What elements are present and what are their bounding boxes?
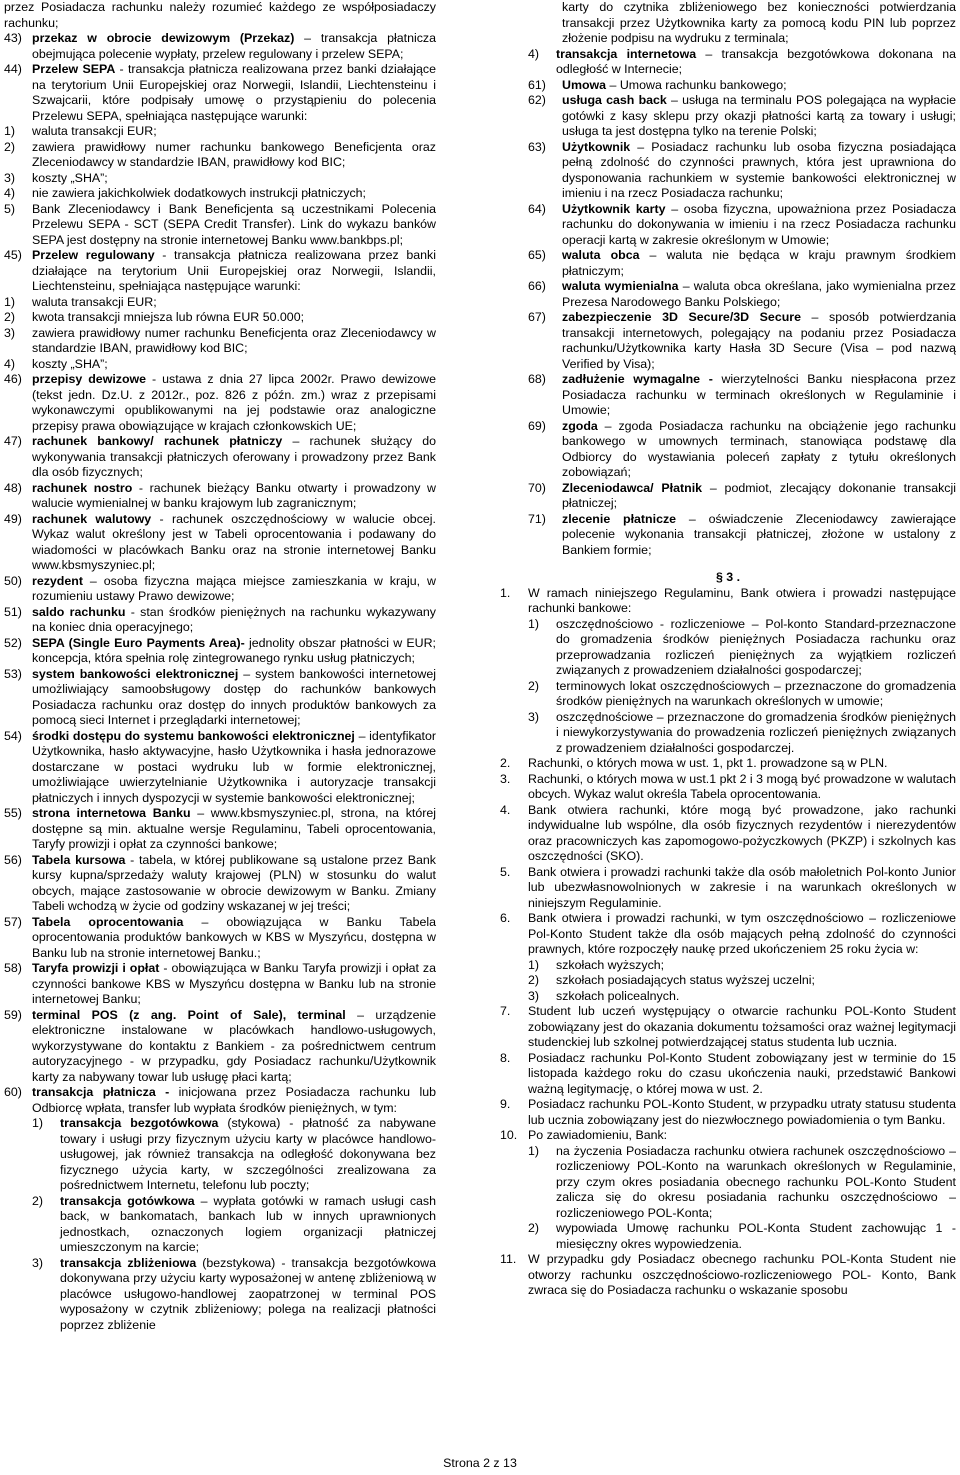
term: SEPA (Single Euro Payments Area)- xyxy=(32,635,245,650)
list-item: 3) transakcja zbliżeniowa (bezstykowa) - transakcja bezgotówkowa dokonywana przy użyciu karty wyposażonej w antenę zbliżeniową w placówce usługowo-handlowej zaopatrzonej w terminal POS wyposażony w czytnik zbliżeniowy; polega na realizacji płatności poprzez zbliżenie xyxy=(32,1255,437,1332)
definition-60: 60) transakcja płatnicza - inicjowana przez Posiadacza rachunku lub Odbiorcę wpłata, transfer lub wypłata środków pieniężnych, w tym: xyxy=(4,1085,436,1115)
paragraph-4: 4. Bank otwiera rachunki, które mogą być prowadzone, jako rachunki indywidualne lub wspólne, dla osób fizycznych rezydentów i nierezydentów oraz pracowniczych kas zapomogowo-pożyczkowych (PKZP) i szkolnych kas oszczędności (SKO). xyxy=(500,802,956,863)
list-item: 2) szkołach posiadających status wyższej uczelni; xyxy=(528,973,815,987)
paragraph-5: 5. Bank otwiera i prowadzi rachunki także dla osób małoletnich Pol-konto Junior lub ubezwłasnowolnionych w zakresie i na warunkach określonych w niniejszym Regulaminie. xyxy=(500,864,956,910)
definition-66: 66) waluta wymienialna – waluta obca określana, jako wymienialna przez Prezesa Narodowego Banku Polskiego; xyxy=(528,279,956,309)
term: rezydent xyxy=(32,573,83,588)
sublist xyxy=(528,617,956,757)
definition-53: 53) system bankowości elektronicznej – system bankowości internetowej umożliwiający samoobsługowy dostęp do rachunków bankowych Posiadacza rachunku oraz dostęp do innych produktów bankowych za pomocą sieci Internet i przeglądarki internetowej; xyxy=(4,666,436,727)
term: zabezpieczenie 3D Secure/3D Secure xyxy=(562,310,801,324)
term: zadłużenie wymagalne - xyxy=(562,372,713,386)
definition-65: 65) waluta obca – waluta nie będąca w kraju prawnym środkiem płatniczym; xyxy=(528,248,956,278)
definition-67: 67) zabezpieczenie 3D Secure/3D Secure – sposób potwierdzania transakcji internetowych, polegający na podaniu przez Posiadacza rachunku/Użytkownika karty Hasła 3D Secure (Visa – pod nazwą Verified by Visa); xyxy=(528,310,956,371)
term: Taryfa prowizji i opłat xyxy=(32,961,160,975)
term: przepisy dewizowe xyxy=(32,372,147,386)
definition-61: 61) Umowa – Umowa rachunku bankowego; xyxy=(528,77,787,92)
paragraph-1: 1. W ramach niniejszego Regulaminu, Bank otwiera i prowadzi następujące rachunki bankowe: xyxy=(500,585,956,615)
list-item: 2) wypowiada Umowę rachunku POL-Konta Student zachowując 1 - miesięczny okres wypowiedzenia. xyxy=(528,1221,956,1251)
paragraph-6: 6. Bank otwiera i prowadzi rachunki, w tym oszczędnościowo – rozliczeniowe Pol-Konto Student także dla osób mających pełną zdolność do czynności prawnych, które rozpoczęły naukę przed ukończeniem 25 roku życia w: xyxy=(500,911,956,956)
paragraph-2: 2. Rachunki, o których mowa w ust. 1, pkt 1. prowadzone są w PLN. xyxy=(500,756,888,770)
term: Umowa xyxy=(562,77,607,92)
definition-71: 71) zlecenie płatnicze – oświadczenie Zleceniodawcy zawierające polecenie wykonania transakcji płatniczej, złożone w ustalony z Bankiem formie; xyxy=(528,511,956,557)
definition-52: 52) SEPA (Single Euro Payments Area)- jednolity obszar płatności w EUR; koncepcja, która spełnia rolę zintegrowanego rynku usług płatniczych; xyxy=(4,635,436,665)
list-item: 1) waluta transakcji EUR; xyxy=(4,294,157,309)
definition-69: 69) zgoda – zgoda Posiadacza rachunku na obciążenie jego rachunku bankowego w umownych terminach, stanowiąca podstawę dla Odbiorcy do wystawiania poleceń zapłaty z tytułu określonych zobowiązań; xyxy=(528,418,956,479)
left-column xyxy=(4,0,436,1333)
definition-59: 59) terminal POS (z ang. Point of Sale), terminal – urządzenie elektroniczne instalowane w placówkach handlowo-usługowych, wykorzystywane do kontaktu z Bankiem - za pośrednictwem centrum autoryzacyjnego - w przypadku, gdy Posiadacz rachunku/Użytkownik karty za nabywany towar lub usługę płaci kartą; xyxy=(4,1007,436,1084)
term: waluta wymienialna xyxy=(562,279,679,293)
continuation-text: karty do czytnika zbliżeniowego bez konieczności potwierdzania transakcji przez Użytkownika karty za pomocą kodu PIN lub poprzez złożenie podpisu na wydruku z terminala; xyxy=(562,0,956,45)
sublist xyxy=(32,1116,436,1333)
list-item: 4) nie zawiera jakichkolwiek dodatkowych instrukcji płatniczych; xyxy=(4,186,367,200)
term: Tabela kursowa xyxy=(32,852,126,867)
term: system bankowości elektronicznej xyxy=(32,666,239,681)
term: Użytkownik karty xyxy=(562,201,666,216)
sublist xyxy=(528,958,956,1005)
list-item: 2) kwota transakcji mniejsza lub równa EUR 50.000; xyxy=(4,310,305,324)
term: rachunek nostro xyxy=(32,480,133,495)
paragraph-11: 11. W przypadku gdy Posiadacz obecnego rachunku POL-Konta Student nie otworzy rachunku oszczędnościowo-rozliczeniowego POL- Konto, Bank zwraca się do Posiadacza rachunku o wskazanie sposobu xyxy=(500,1252,956,1297)
definition-45: 45) Przelew regulowany - transakcja płatnicza realizowana przez banki działające na terytorium Unii Europejskiej oraz Norwegii, Islandii, Liechtensteinu, spełniająca następujące warunki: xyxy=(4,248,437,293)
definition-49: 49) rachunek walutowy - rachunek oszczędnościowy w walucie obcej. Wykaz walut określony jest w Tabeli oprocentowania i podawany do wiadomości w placówkach Banku oraz na stronie internetowej Banku www.kbsmyszyniec.pl; xyxy=(4,511,436,572)
term: terminal POS (z ang. Point of Sale), terminal xyxy=(32,1007,346,1022)
list-item: 2) transakcja gotówkowa – wypłata gotówki w ramach usługi cash back, w bankomatach, bankach lub w innych uprawnionych jednostkach, oznaczonych logiem organizacji płatniczej umieszczonym na karcie; xyxy=(32,1193,436,1254)
definition-50: 50) rezydent – osoba fizyczna mająca miejsce zamieszkania w kraju, w rozumieniu ustawy Prawo dewizowe; xyxy=(4,573,436,603)
definition-55: 55) strona internetowa Banku – www.kbsmyszyniec.pl, strona, na której dostępne są min. aktualne wersje Regulaminu, Tabeli oprocentowania, Taryfy prowizji i opłat za czynności bankowe; xyxy=(4,806,436,851)
definition-48: 48) rachunek nostro - rachunek bieżący Banku otwarty i prowadzony w walucie wymienialnej w banku krajowym lub zagranicznym; xyxy=(4,480,437,510)
definition-43: 43) przekaz w obrocie dewizowym (Przekaz) – transakcja płatnicza obejmująca polecenie wypłaty, przelew regulowany i przelew SEPA; xyxy=(4,31,437,61)
definition-47: 47) rachunek bankowy/ rachunek płatniczy – rachunek służący do wykonywania transakcji płatniczych oferowany i prowadzony przez Bank dla osób fizycznych; xyxy=(4,434,436,479)
term: zlecenie płatnicze xyxy=(562,511,677,526)
term: Użytkownik xyxy=(562,139,631,154)
definition-44: 44) Przelew SEPA - transakcja płatnicza realizowana przez banki działające na terytorium Unii Europejskiej oraz Norwegii, Islandii, Liechtensteinu i Szwajcarii, które podpisały umowę o przystąpieniu do polecenia Przelewu SEPA, spełniająca następujące warunki: xyxy=(4,62,436,123)
list-item: 3) szkołach policealnych. xyxy=(528,988,680,1003)
definition-56: 56) Tabela kursowa - tabela, w której publikowane są ustalone przez Bank kursy kupna/sprzedaży waluty krajowej (PLN) w stosunku do walut obcych, mające zastosowanie w obrocie dewizowym w Banku. Zmiany Tabeli wchodzą w życie od godziny wskazanej w jej treści; xyxy=(4,852,437,913)
list-item: 2) terminowych lokat oszczędnościowych – przeznaczone do gromadzenia środków pieniężnych na warunkach określonych w umowie; xyxy=(528,678,956,708)
definition-57: 57) Tabela oprocentowania – obowiązująca w Banku Tabela oprocentowania produktów bankowych w KBS w Myszyńcu, dostępna w Banku lub na stronie internetowej Banku.; xyxy=(4,914,436,960)
right-column xyxy=(500,0,956,1299)
term: Przelew regulowany xyxy=(32,248,155,262)
term: Przelew SEPA xyxy=(32,62,116,76)
paragraph-10: 10. Po zawiadomieniu, Bank: xyxy=(500,1128,668,1142)
term: zgoda xyxy=(562,418,598,433)
paragraph-9: 9. Posiadacz rachunku POL-Konto Student, w przypadku utraty statusu studenta lub ucznia zobowiązany jest do niezwłocznego powiadomienia o tym Banku. xyxy=(500,1097,956,1127)
list-item: 1) na życzenia Posiadacza rachunku otwiera rachunek oszczędnościowo – rozliczeniowy POL-Konto na warunkach określonych w Regulaminie, przy czym okres posiadania obecnego rachunku POL-Konto Student zalicza się do okresu posiadania rachunku oszczędnościowo – rozliczeniowego POL-Konta; xyxy=(528,1143,956,1220)
term: przekaz w obrocie dewizowym (Przekaz) xyxy=(32,31,295,45)
intro-text: przez Posiadacza rachunku należy rozumieć każdego ze współposiadaczy rachunku; xyxy=(4,0,436,30)
term: saldo rachunku xyxy=(32,604,126,619)
definition-62: 62) usługa cash back – usługa na terminalu POS polegająca na wypłacie gotówki z kasy sklepu przy okazji płatności kartą za towary i usługi; usługa ta jest dostępna tylko na terenie Polski; xyxy=(528,93,956,138)
list-item: 1) transakcja bezgotówkowa (stykowa) - płatność za nabywane towary i usługi przy fizycznym użyciu karty w placówce handlowo-usługowej, jak również transakcja na odległość dokonywana bez fizycznego użycia karty, w szczególności zrealizowana za pośrednictwem Internetu, telefonu lub poczty; xyxy=(32,1116,436,1192)
list-item: 5) Bank Zleceniodawcy i Bank Beneficjenta są uczestnikami Polecenia Przelewu SEPA - SCT (SEPA Credit Transfer). Link do wykazu banków SEPA jest dostępny na stronie internetowej Banku www.bankbps.pl; xyxy=(4,201,436,247)
definition-58: 58) Taryfa prowizji i opłat - obowiązująca w Banku Taryfa prowizji i opłat za czynności bankowe KBS w Myszyńcu dostępna w Banku lub na stronie internetowej Banku; xyxy=(4,961,436,1006)
list-item: 3) zawiera prawidłowy numer rachunku Beneficjenta oraz Zleceniodawcy w standardzie IBAN, prawidłowy kod BIC; xyxy=(4,325,436,355)
list-item: 2) zawiera prawidłowy numer rachunku bankowego Beneficjenta oraz Zleceniodawcy w standardzie IBAN, prawidłowy kod BIC; xyxy=(4,139,436,169)
list-item: 4) transakcja internetowa – transakcja bezgotówkowa dokonana na odległość w Internecie; xyxy=(528,46,956,76)
definition-63: 63) Użytkownik – Posiadacz rachunku lub osoba fizyczna posiadająca pełną zdolność do czynności prawnych, która jest uprawniona do dysponowania rachunkiem w systemie bankowości elektronicznej w imieniu i na rzecz Posiadacza rachunku; xyxy=(528,139,956,200)
definition-68: 68) zadłużenie wymagalne - wierzytelności Banku niespłacona przez Posiadacza rachunku w terminach określonych w Regulaminie i Umowie; xyxy=(528,372,956,417)
paragraph-3: 3. Rachunki, o których mowa w ust.1 pkt 2 i 3 mogą być prowadzone w walutach obcych. Wykaz walut określa Tabela oprocentowania. xyxy=(500,771,956,801)
term: waluta obca xyxy=(562,248,640,262)
list-item: 1) waluta transakcji EUR; xyxy=(4,124,157,138)
term: Tabela oprocentowania xyxy=(32,914,184,929)
term: rachunek walutowy xyxy=(32,511,152,526)
paragraph-8: 8. Posiadacz rachunku Pol-Konto Student zobowiązany jest w terminie do 15 listopada każdego roku do czasu ukończenia nauki, przedstawić Bankowi ważną legitymację, o której mowa w ust. 2. xyxy=(500,1050,956,1096)
paragraph-7: 7. Student lub uczeń występujący o otwarcie rachunku POL-Konto Student zobowiązany jest do okazania dokumentu tożsamości oraz ważnej legitymacji studenckiej lub szkolnej potwierdzającej status studenta lub ucznia. xyxy=(500,1004,956,1049)
list-item: 1) oszczędnościowo - rozliczeniowe – Pol-konto Standard-przeznaczone do gromadzenia środków pieniężnych Posiadacza rachunku oraz przeprowadzania rozliczeń pieniężnych za wyjątkiem rozliczeń związanych z prowadzeniem działalności gospodarczej; xyxy=(528,616,956,677)
list-item: 3) koszty „SHA”; xyxy=(4,170,108,185)
section-heading: § 3 . xyxy=(715,570,741,584)
sublist xyxy=(528,1144,956,1253)
term: środki dostępu do systemu bankowości elektronicznej xyxy=(32,728,355,743)
definition-46: 46) przepisy dewizowe - ustawa z dnia 27 lipca 2002r. Prawo dewizowe (tekst jedn. Dz.U. z 2012r., poz. 826 z późn. zm.) wraz z przepisami wykonawczymi opublikowanymi na jej podstawie oraz analogiczne przepisy prawa obowiązujące w krajach członkowskich UE; xyxy=(4,372,437,433)
list-item: 4) koszty „SHA”; xyxy=(4,356,108,371)
term: rachunek bankowy/ rachunek płatniczy xyxy=(32,434,283,448)
definition-64: 64) Użytkownik karty – osoba fizyczna, upoważniona przez Posiadacza rachunku do dokonywania w imieniu i na rzecz Posiadacza rachunku operacji kartą w zakresie określonym w Umowie; xyxy=(528,201,956,247)
term: usługa cash back xyxy=(562,93,667,107)
definition-70: 70) Zleceniodawca/ Płatnik – podmiot, zlecający dokonanie transakcji płatniczej; xyxy=(528,480,956,510)
term: strona internetowa Banku xyxy=(32,806,191,820)
term: Zleceniodawca/ Płatnik xyxy=(562,480,703,495)
definition-51: 51) saldo rachunku - stan środków pieniężnych na rachunku wykazywany na koniec dnia operacyjnego; xyxy=(4,604,436,634)
term: transakcja płatnicza - xyxy=(32,1085,170,1099)
list-item: 3) oszczędnościowe – przeznaczone do gromadzenia środków pieniężnych i niewykorzystywania do prowadzenia rozliczeń pieniężnych związanych z prowadzeniem działalności gospodarczej. xyxy=(528,709,956,755)
definition-54: 54) środki dostępu do systemu bankowości elektronicznej – identyfikator Użytkownika, hasło aktywacyjne, hasło Użytkownika i hasła jednorazowe dostarczane w postaci wydruku lub w formie elektronicznej, umożliwiające uwierzytelnianie Użytkownika i autoryzacje transakcji płatniczych i innych dyspozycji w systemie bankowości elektronicznej; xyxy=(4,728,436,805)
list-item: 1) szkołach wyższych; xyxy=(528,957,665,972)
page-footer: Strona 2 z 13 xyxy=(443,1456,517,1470)
